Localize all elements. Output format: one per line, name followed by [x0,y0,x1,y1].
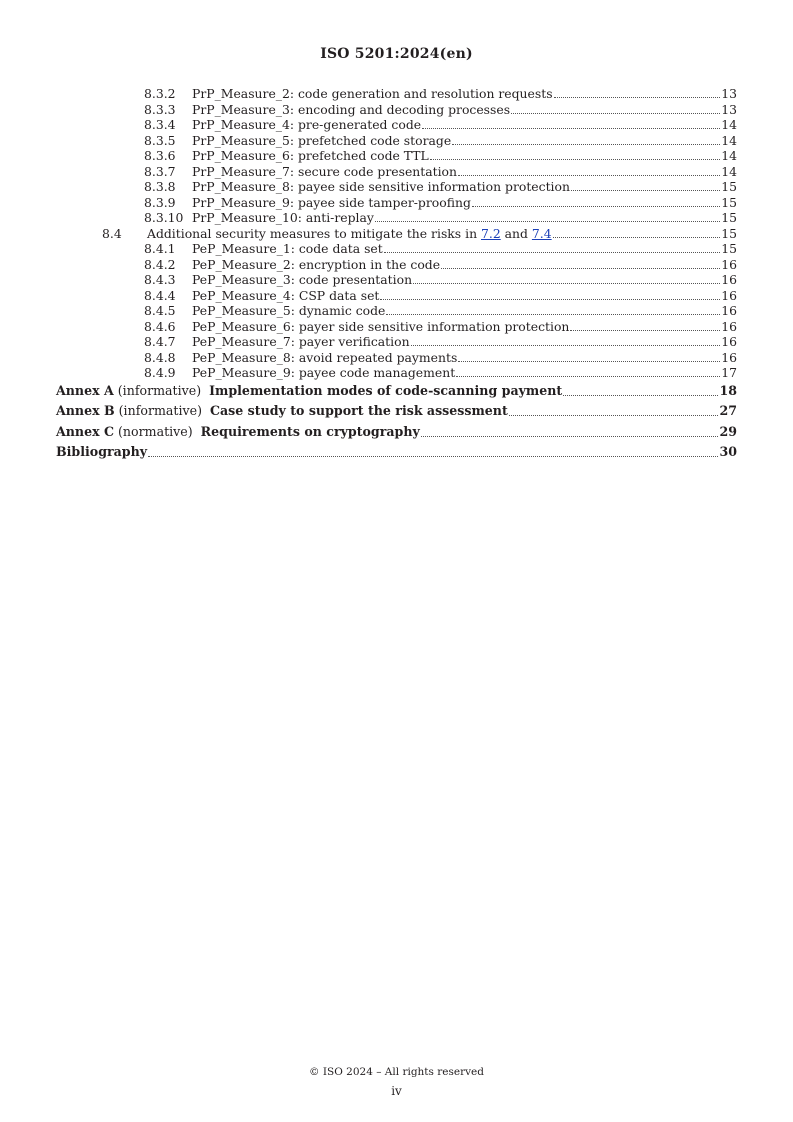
toc-title: PrP_Measure_6: prefetched code TTL [192,148,429,163]
annex-label: Annex C [56,423,115,439]
toc-title-conjunction: and [500,225,532,241]
toc-annex-b[interactable] [56,401,737,422]
toc-page: 16 [721,334,737,349]
toc-page: 16 [721,318,737,334]
toc-page: 30 [719,444,737,459]
toc-title: PeP_Measure_2: encryption in the code [192,256,441,272]
toc-number: 8.3.7 [144,163,176,179]
toc-page: 14 [721,163,737,179]
dot-leader [384,241,720,253]
dot-leader [421,422,719,437]
toc-number: 8.4.9 [144,365,176,380]
dot-leader [413,272,720,284]
annex-type: (informative) [114,403,210,418]
dot-leader [456,365,720,377]
toc-entry[interactable] [56,288,737,304]
toc-entry[interactable] [56,102,737,118]
toc-entry[interactable] [56,148,737,164]
toc-title: PrP_Measure_8: payee side sensitive information protection [192,179,570,194]
toc-title: PeP_Measure_8: avoid repeated payments [192,349,458,365]
annex-type: (normative) [114,423,201,439]
toc-entry[interactable] [56,303,737,319]
toc-number: 8.4.7 [144,334,176,349]
toc-title: PrP_Measure_7: secure code presentation [192,163,458,179]
table-of-contents [56,86,737,463]
toc-title: PrP_Measure_2: code generation and resolution requests [192,86,553,101]
toc-page: 27 [719,403,737,418]
toc-page: 17 [721,365,737,380]
toc-page: 16 [721,272,737,287]
toc-title [56,401,508,422]
toc-page: 15 [721,210,737,225]
dot-leader [511,102,720,114]
toc-number: 8.3.10 [144,210,184,225]
toc-page: 16 [721,287,737,303]
toc-title: PrP_Measure_4: pre-generated code [192,117,422,132]
toc-entry[interactable] [56,86,737,102]
toc-number: 8.4.3 [144,272,176,287]
toc-entry[interactable] [56,164,737,180]
toc-page: 15 [721,179,737,194]
toc-page: 18 [719,382,737,398]
toc-number: 8.4.1 [144,241,176,256]
annex-title: Case study to support the risk assessment [210,403,508,418]
toc-title: PrP_Measure_10: anti-replay [192,210,374,225]
toc-annex-c[interactable] [56,422,737,443]
annex-label: Annex A [56,382,114,398]
toc-number: 8.3.2 [144,86,176,101]
toc-page: 16 [721,256,737,272]
dot-leader [458,164,720,176]
toc-number: 8.4.8 [144,349,176,365]
dot-leader [553,226,721,238]
toc-page: 13 [721,101,737,117]
toc-entry[interactable] [56,334,737,350]
toc-page: 14 [721,117,737,132]
toc-page: 14 [721,148,737,163]
toc-title: PeP_Measure_7: payer verification [192,334,410,349]
dot-leader [148,442,718,457]
dot-leader [380,288,720,300]
toc-page: 16 [721,303,737,318]
copyright-notice: © ISO 2024 – All rights reserved [309,1066,484,1078]
toc-number: 8.4 [102,225,122,241]
toc-title [56,422,420,443]
dot-leader [472,195,720,207]
toc-title: PeP_Measure_3: code presentation [192,272,413,287]
dot-leader [554,86,721,98]
dot-leader [458,350,720,362]
dot-leader [375,210,720,222]
link-7-4[interactable]: 7.4 [531,225,552,241]
dot-leader [563,381,718,396]
annex-title: Implementation modes of code-scanning payment [209,382,563,398]
toc-entry[interactable] [56,350,737,366]
toc-page: 15 [721,241,737,256]
toc-title: PeP_Measure_6: payer side sensitive information protection [192,318,570,334]
toc-entry[interactable] [56,133,737,149]
link-7-2[interactable]: 7.2 [481,225,501,241]
toc-number: 8.4.4 [144,287,176,303]
toc-entry[interactable] [56,210,737,226]
toc-entry-8-4[interactable] [56,226,737,242]
toc-number: 8.3.9 [144,194,176,210]
toc-entry[interactable] [56,319,737,335]
toc-title: PrP_Measure_9: payee side tamper-proofing [192,194,471,210]
toc-number: 8.3.8 [144,179,176,194]
toc-entry[interactable] [56,195,737,211]
dot-leader [386,303,720,315]
dot-leader [509,401,719,416]
toc-title: PeP_Measure_4: CSP data set [192,287,380,303]
toc-title: PeP_Measure_5: dynamic code [192,303,386,318]
dot-leader [441,257,720,269]
toc-page: 16 [721,349,737,365]
page-number: iv [391,1084,402,1098]
toc-page: 14 [721,132,737,148]
toc-title-text: Additional security measures to mitigate the risks in [147,225,481,241]
toc-number: 8.3.6 [144,148,176,163]
toc-entry[interactable] [56,179,737,195]
annex-title: Requirements on cryptography [200,423,420,439]
annex-type: (informative) [113,382,210,398]
toc-number: 8.4.5 [144,303,176,318]
toc-entry[interactable] [56,117,737,133]
toc-title [56,381,562,402]
toc-entry[interactable] [56,257,737,273]
toc-number: 8.4.2 [144,256,176,272]
toc-title [147,226,552,242]
toc-title: PrP_Measure_5: prefetched code storage [192,132,452,148]
toc-entry[interactable] [56,365,737,381]
toc-annex-a[interactable] [56,381,737,402]
toc-entry[interactable] [56,241,737,257]
document-header: ISO 5201:2024(en) [320,46,473,62]
dot-leader [571,179,720,191]
toc-page: 15 [721,194,737,210]
toc-title: PrP_Measure_3: encoding and decoding processes [192,101,511,117]
toc-page: 13 [721,86,737,101]
toc-title: Bibliography [56,444,148,459]
toc-title: PeP_Measure_1: code data set [192,241,383,256]
toc-title: PeP_Measure_9: payee code management [192,365,456,380]
toc-bibliography[interactable] [56,442,737,463]
toc-entry[interactable] [56,272,737,288]
dot-leader [422,117,720,129]
dot-leader [570,319,720,331]
toc-number: 8.3.4 [144,117,176,132]
dot-leader [411,334,721,346]
dot-leader [430,148,720,160]
toc-page: 29 [719,423,737,439]
annex-label: Annex B [56,403,115,418]
toc-page: 15 [721,225,737,241]
toc-number: 8.4.6 [144,318,176,334]
toc-number: 8.3.3 [144,101,176,117]
dot-leader [452,133,720,145]
toc-number: 8.3.5 [144,132,176,148]
